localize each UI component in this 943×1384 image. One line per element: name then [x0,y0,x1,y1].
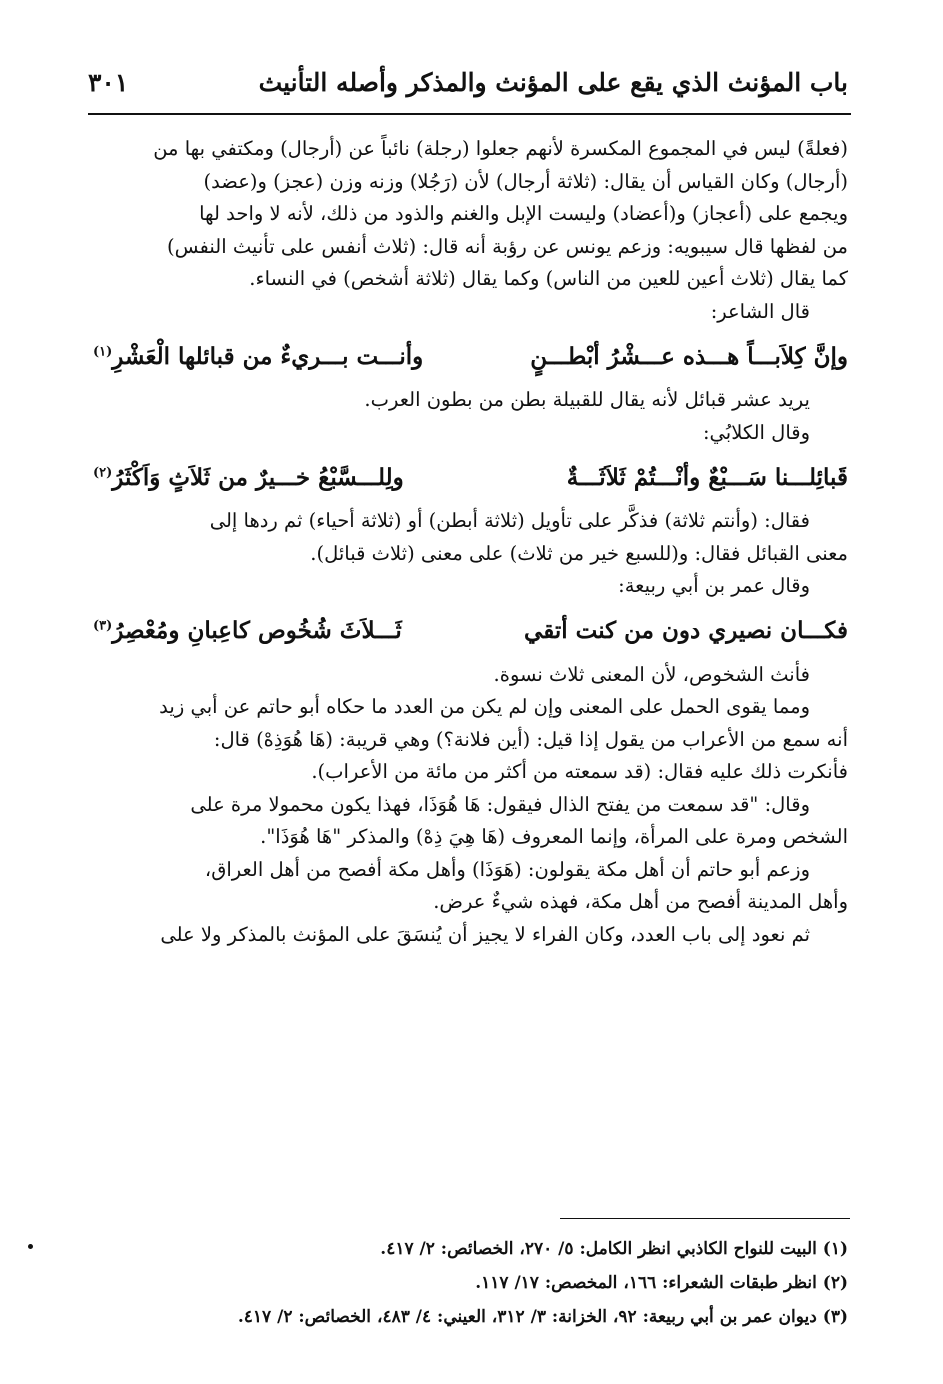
text-line: وزعم أبو حاتم أن أهل مكة يقولون: (هَوَذَا) وأهل مكة أفصح من أهل العراق، [204,857,810,881]
paragraph-1 [93,133,848,296]
paragraph-6 [93,789,848,854]
text-line: فقال: (وأنتم ثلاثة) فذكَّر على تأويل (ثلاثة أبطن) أو (ثلاثة أحياء) ثم ردها إلى [209,509,810,532]
page-number: ٣٠١ [88,68,129,97]
footnote-rule [560,1218,850,1219]
paragraph-8: ثم نعود إلى باب العدد، وكان الفراء لا يجيز أن يُنسَقَ على المؤنث بالمذكر ولا على [160,922,810,946]
running-title: باب المؤنث الذي يقع على المؤنث والمذكر وأصله التأنيث [258,68,848,97]
footnote-ref-3: (٣) [93,618,113,634]
verse-second-hemistich [93,617,402,644]
verse-second-text: ثَـــلاَثَ شُخُوص كاعِبانِ ومُعْصِرُ [112,617,402,644]
header-rule [88,113,851,115]
margin-dot [28,1244,33,1249]
footnote-1: (١) البيت للنواح الكاذبي انظر الكامل: ٥/ ٢٧٠، الخصائص: ٢/ ٤١٧. [380,1239,848,1259]
verse-intro-1: قال الشاعر: [710,299,810,323]
text-line: وقال: "قد سمعت من يفتح الذال فيقول: هَا هُوَذَا، فهذا يكون محمولا مرة على [190,792,810,816]
text-line: ويجمع على (أعجاز) و(أعضاد) وليست الإبل والغنم والذود من ذلك، لأنه لا واحد لها [199,202,848,225]
footnote-ref-1: (١) [93,343,113,359]
paragraph-7 [93,854,848,919]
verse-3 [93,603,848,659]
footnotes [93,1232,848,1334]
paragraph-3 [93,505,848,570]
text-line: معنى القبائل فقال: و(للسبع خير من ثلاث) على معنى (ثلاث قبائل). [310,541,848,565]
paragraph-2: يريد عشر قبائل لأنه يقال للقبيلة بطن من بطون العرب. [364,388,810,411]
main-text [93,133,848,951]
paragraph-5 [93,691,848,789]
text-line: الشخص ومرة على المرأة، وإنما المعروف (هَا هِيَ ذِهْ) والمذكر "هَا هُوَذَا". [260,825,848,848]
text-line: فأنكرت ذلك عليه فقال: (قد سمعته من أكثر من مائة من الأعراب). [311,760,848,783]
text-line: أنه سمع من الأعراب من يقول إذا قيل: (أين فلانة؟) وهي قريبة: (هَا هُوَذِهْ) قال: [213,727,848,751]
verse-intro-3: وقال عمر بن أبي ربيعة: [618,574,810,597]
verse-second-hemistich [93,343,423,370]
verse-first-hemistich: قَبائِلـــنا سَـــبْعٌ وأنْـــتُمْ ثَلاَثَـــةٌ [566,463,848,491]
text-line: كما يقال (ثلاث أعين للعين من الناس) وكما يقال (ثلاثة أشخص) في النساء. [249,267,848,290]
text-line: (أرجال) وكان القياس أن يقال: (ثلاثة أرجال) لأن (رَجُلا) وزنه وزن (عجز) و(عضد) [203,169,848,193]
page-header [88,68,848,108]
verse-first-hemistich: وإنَّ كِلاَبـــاً هـــذه عـــشْرُ أبْطـــنٍ [530,342,848,370]
text-line: من لفظها قال سيبويه: وزعم يونس عن رؤبة أنه قال: (ثلاث أنفس على تأنيث النفس) [167,234,848,258]
verse-1 [93,328,848,384]
verse-second-text: ولِلـــسَّبْعُ خـــيرٌ من ثَلاَثٍ وَاَكْثَرُ [112,463,404,491]
footnote-3: (٣) ديوان عمر بن أبي ربيعة: ٩٢، الخزانة: ٣/ ٣١٢، العيني: ٤/ ٤٨٣، الخصائص: ٢/ ٤١٧. [237,1307,848,1327]
verse-2 [93,449,848,505]
text-line: ومما يقوى الحمل على المعنى وإن لم يكن من العدد ما حكاه أبو حاتم عن أبي زيد [159,695,810,718]
verse-intro-2: وقال الكلابُي: [702,420,810,444]
verse-first-hemistich: فكـــان نصيري دون من كنت أتقي [524,617,848,644]
verse-second-hemistich [93,464,404,491]
verse-second-text: وأنـــت بـــريءٌ من قبائلها الْعَشْرِ [112,342,424,370]
text-line: (فعلةً) ليس في المجموع المكسرة لأنهم جعلوا (رجلة) نائباً عن (أرجال) ومكتفي بها من [153,137,848,160]
paragraph-4: فأنث الشخوص، لأن المعنى ثلاث نسوة. [493,662,810,686]
footnote-ref-2: (٢) [93,464,113,480]
footnote-2: (٢) انظر طبقات الشعراء: ١٦٦، المخصص: ١٧/ ١١٧. [475,1273,848,1293]
text-line: وأهل المدينة أفصح من أهل مكة، فهذه شيءٌ عرض. [433,890,848,913]
